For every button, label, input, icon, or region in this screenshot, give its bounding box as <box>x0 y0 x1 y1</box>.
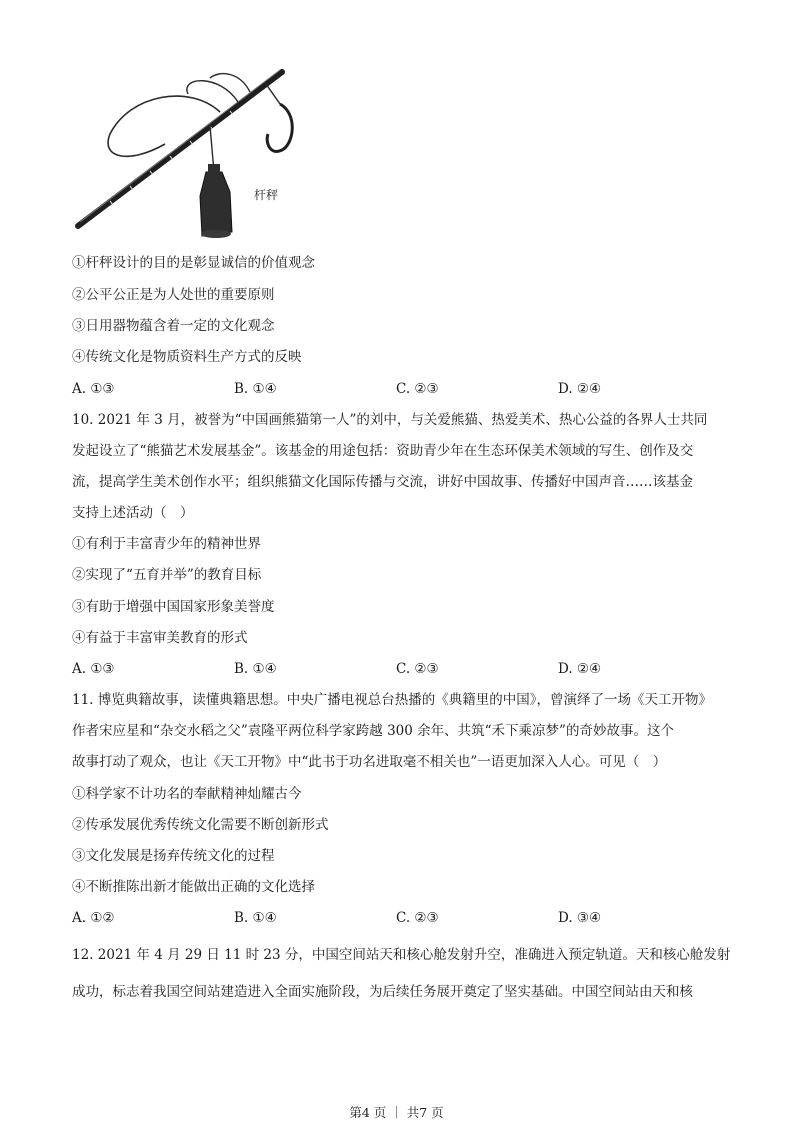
q9-statement-1: ①杆秤设计的目的是彰显诚信的价值观念 <box>72 255 315 271</box>
q10-stem-line-1: 10. 2021 年 3 月，被誉为“中国画熊猫第一人”的刘中，与关爱熊猫、热爱美术、热心公益的各界人士共同 <box>72 412 708 428</box>
steelyard-illustration <box>70 64 300 244</box>
q9-statement-4: ④传统文化是物质资料生产方式的反映 <box>72 349 302 365</box>
q11-statement-1: ①科学家不计功名的奉献精神灿耀古今 <box>72 786 302 802</box>
q9-option-d[interactable]: D. ②④ <box>558 381 602 397</box>
page-footer: 第4 页 ｜ 共7 页 <box>349 1105 444 1120</box>
q10-options <box>72 660 712 678</box>
q11-statement-4: ④不断推陈出新才能做出正确的文化选择 <box>72 879 315 895</box>
q9-option-b[interactable]: B. ①④ <box>234 381 277 397</box>
q10-statement-2: ②实现了“五育并举”的教育目标 <box>72 567 262 583</box>
q10-statement-3: ③有助于增强中国国家形象美誉度 <box>72 599 275 615</box>
q11-option-c[interactable]: C. ②③ <box>396 910 439 926</box>
q9-options <box>72 380 712 398</box>
q10-statement-1: ①有利于丰富青少年的精神世界 <box>72 536 261 552</box>
q9-option-a[interactable]: A. ①③ <box>72 381 115 397</box>
q12-stem-line-1: 12. 2021 年 4 月 29 日 11 时 23 分，中国空间站天和核心舱发射升空，准确进入预定轨道。天和核心舱发射 <box>72 947 731 963</box>
q10-stem-line-2: 发起设立了“熊猫艺术发展基金”。该基金的用途包括：资助青少年在生态环保美术领域的写生、创作及交 <box>72 443 694 459</box>
q11-stem-line-1: 11. 博览典籍故事，读懂典籍思想。中央广播电视总台热播的《典籍里的中国》，曾演绎了一场《天工开物》 <box>72 692 713 708</box>
q9-option-c[interactable]: C. ②③ <box>396 381 439 397</box>
q11-option-a[interactable]: A. ①② <box>72 910 115 926</box>
q10-stem-line-3: 流，提高学生美术创作水平；组织熊猫文化国际传播与交流，讲好中国故事、传播好中国声音……该基金 <box>72 474 693 490</box>
q11-stem-line-3: 故事打动了观众，也让《天工开物》中“此书于功名进取毫不相关也”一语更加深入人心。可见（ ） <box>72 754 667 770</box>
q10-stem-line-4: 支持上述活动（ ） <box>72 505 194 521</box>
q12-stem-line-2: 成功，标志着我国空间站建造进入全面实施阶段，为后续任务展开奠定了坚实基础。中国空间站由天和核 <box>72 984 693 1000</box>
q11-option-b[interactable]: B. ①④ <box>234 910 277 926</box>
q10-option-b[interactable]: B. ①④ <box>234 661 277 677</box>
q10-option-a[interactable]: A. ①③ <box>72 661 115 677</box>
q11-options <box>72 909 712 927</box>
steelyard-figure <box>70 64 300 244</box>
q9-statement-2: ②公平公正是为人处世的重要原则 <box>72 287 275 303</box>
q10-option-d[interactable]: D. ②④ <box>558 661 602 677</box>
q10-option-c[interactable]: C. ②③ <box>396 661 439 677</box>
q11-statement-2: ②传承发展优秀传统文化需要不断创新形式 <box>72 817 329 833</box>
q9-statement-3: ③日用器物蕴含着一定的文化观念 <box>72 318 275 334</box>
q11-stem-line-2: 作者宋应星和“杂交水稻之父”袁隆平两位科学家跨越 300 余年、共筑“禾下乘凉梦”的奇妙故事。这个 <box>72 723 674 739</box>
q11-statement-3: ③文化发展是扬弃传统文化的过程 <box>72 848 275 864</box>
q11-option-d[interactable]: D. ③④ <box>558 910 602 926</box>
figure-caption: 杆秤 <box>254 188 279 202</box>
q10-statement-4: ④有益于丰富审美教育的形式 <box>72 630 248 646</box>
